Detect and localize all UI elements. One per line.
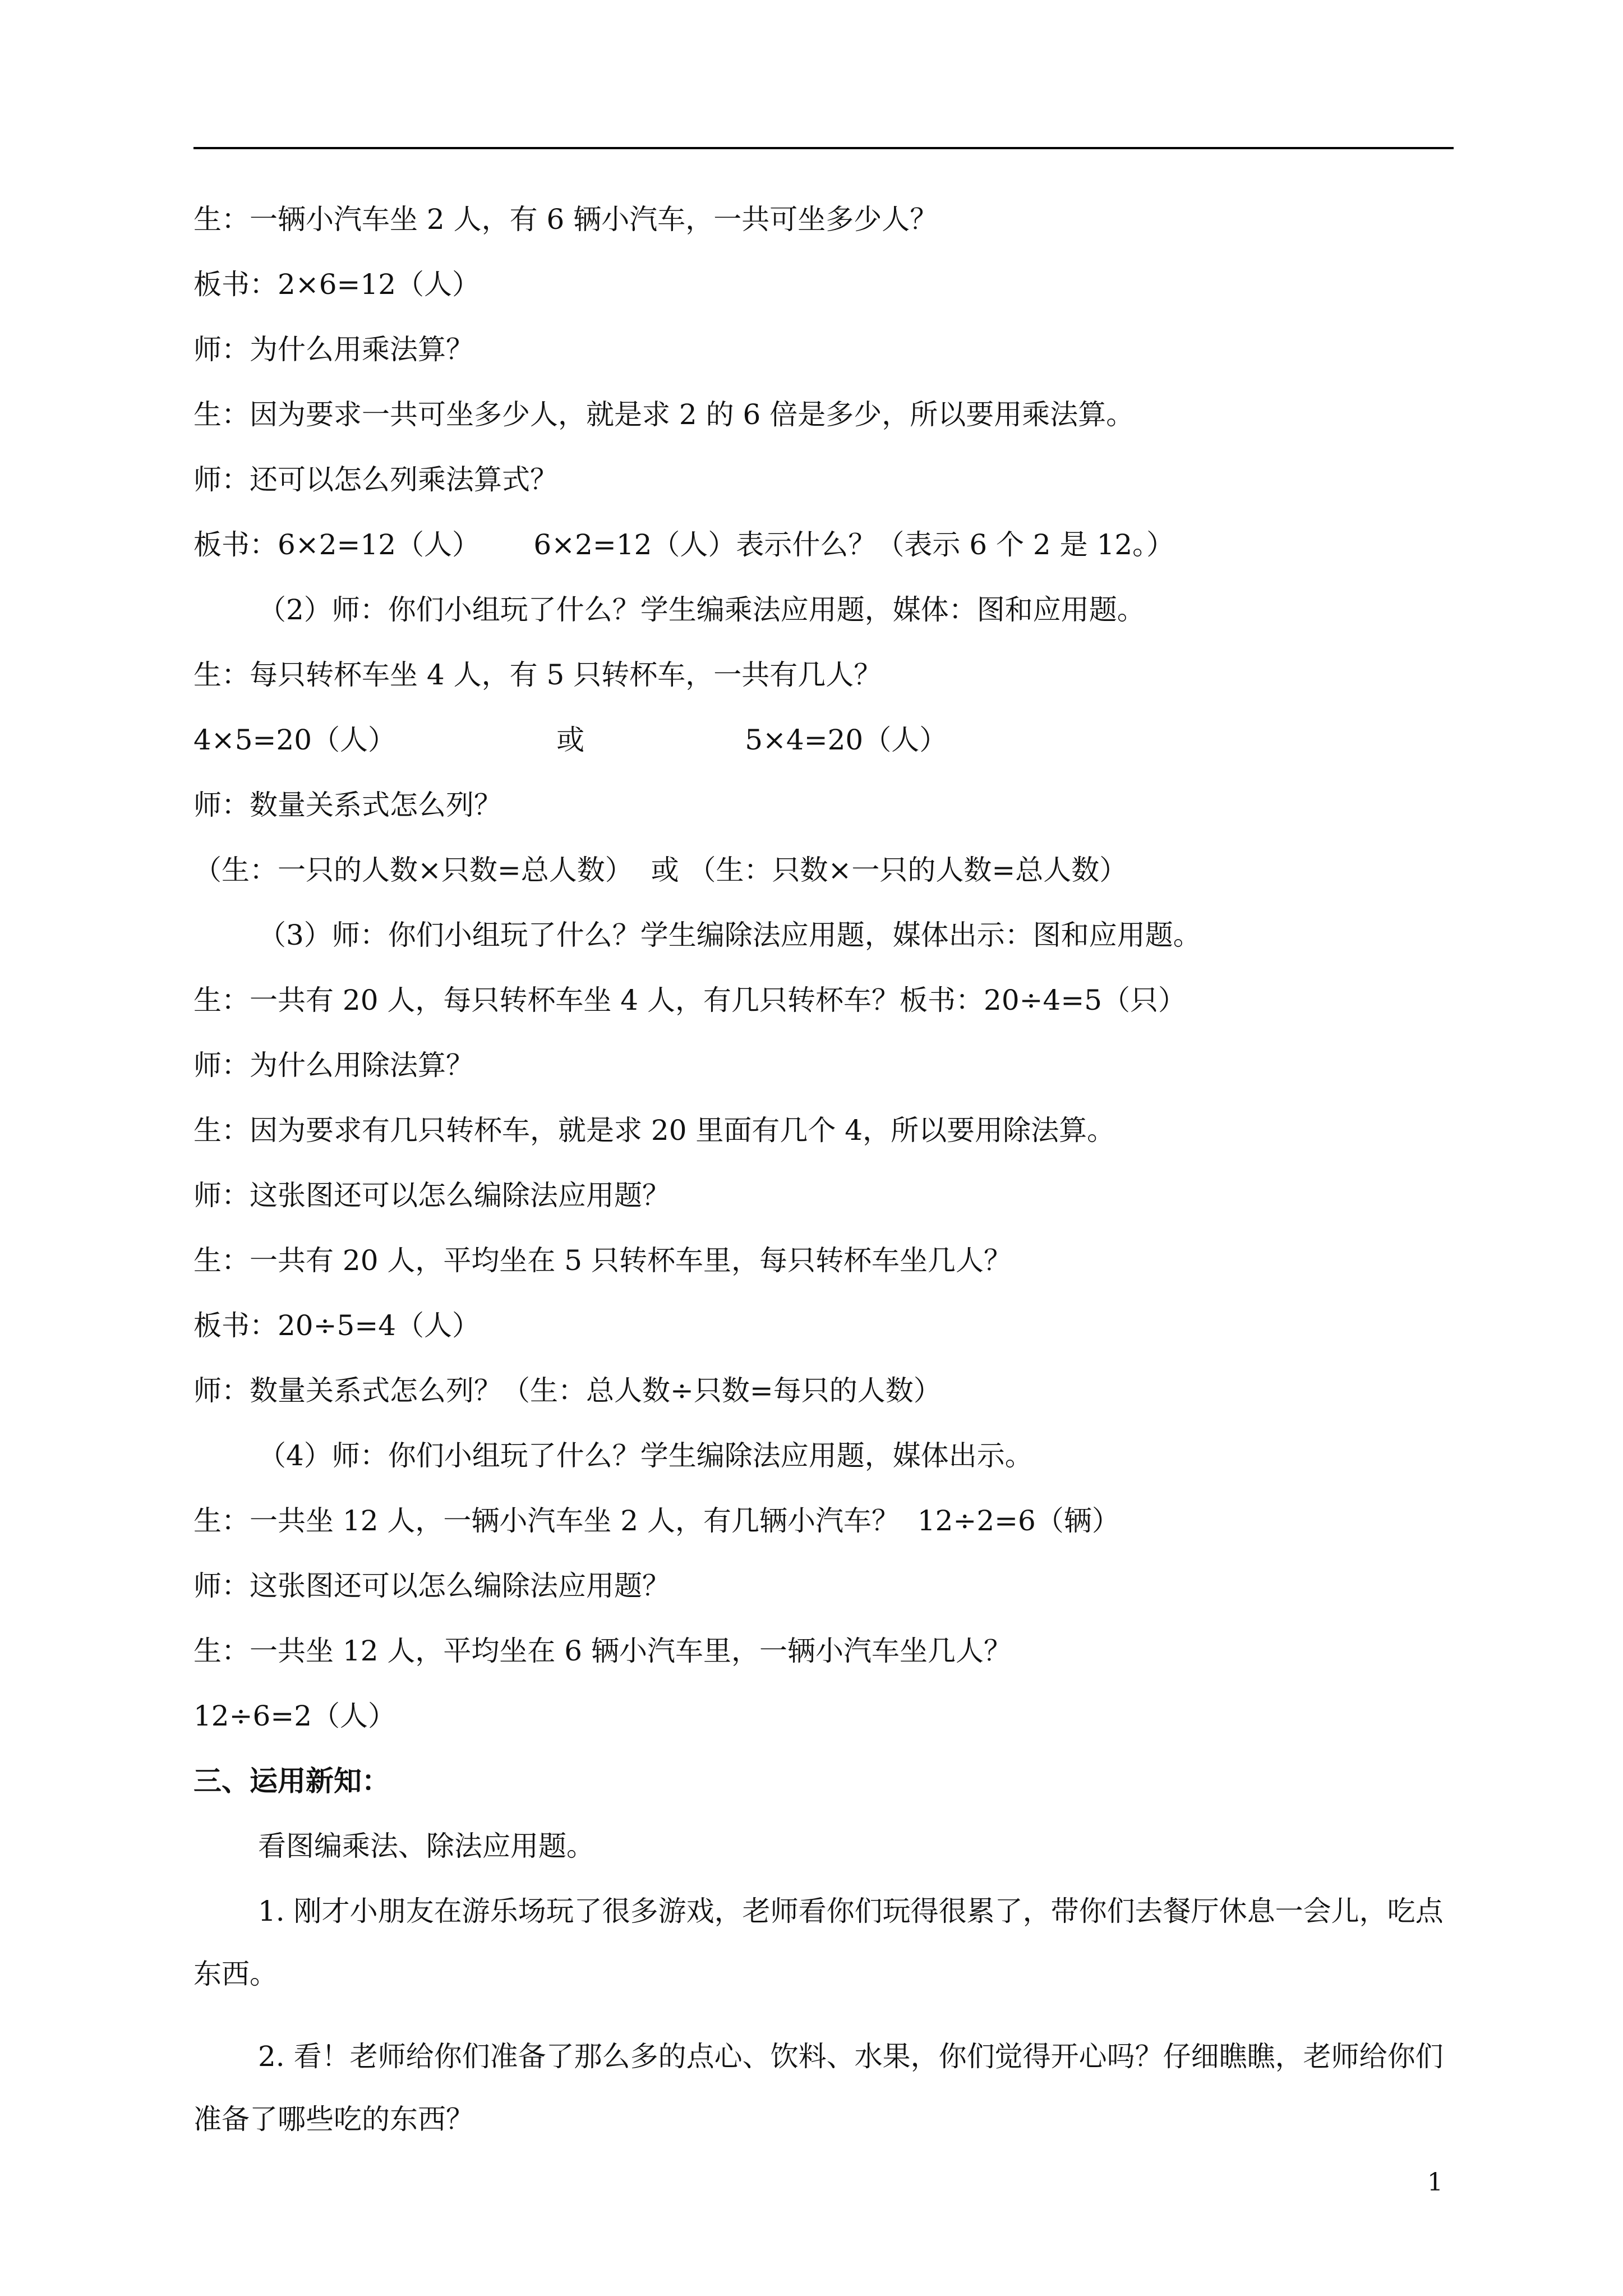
paragraph: 1. 刚才小朋友在游乐场玩了很多游戏，老师看你们玩得很累了，带你们去餐厅休息一会儿，吃点东西。 (193, 1895, 1444, 1990)
paragraph: （3）师：你们小组玩了什么？学生编除法应用题，媒体出示：图和应用题。 (258, 919, 1201, 951)
paragraph: （2）师：你们小组玩了什么？学生编乘法应用题，媒体：图和应用题。 (258, 593, 1145, 626)
paragraph: 12÷6=2（人） (193, 1700, 396, 1732)
section-heading: 三、运用新知： (193, 1764, 390, 1797)
paragraph: 板书：6×2=12（人） 6×2=12（人）表示什么？（表示 6 个 2 是 12。） (193, 528, 1175, 561)
paragraph: 生：因为要求一共可坐多少人，就是求 2 的 6 倍是多少，所以要用乘法算。 (193, 398, 1135, 431)
paragraph: 生：因为要求有几只转杯车，就是求 20 里面有几个 4，所以要用除法算。 (193, 1114, 1115, 1147)
paragraph: 生：每只转杯车坐 4 人，有 5 只转杯车，一共有几人？ (193, 659, 882, 691)
paragraph: 生：一共有 20 人，每只转杯车坐 4 人，有几只转杯车？板书：20÷4=5（只） (193, 984, 1187, 1016)
paragraph: （生：一只的人数×只数=总人数） 或 （生：只数×一只的人数=总人数） (193, 854, 1128, 886)
paragraph: 师：这张图还可以怎么编除法应用题？ (193, 1570, 670, 1602)
paragraph: （4）师：你们小组玩了什么？学生编除法应用题，媒体出示。 (258, 1439, 1033, 1472)
page-number: 1 (1427, 2168, 1443, 2197)
paragraph: 4×5=20（人） 或 5×4=20（人） (193, 724, 948, 756)
paragraph: 2. 看！老师给你们准备了那么多的点心、饮料、水果，你们觉得开心吗？仔细瞧瞧，老师给你们准备了哪些吃的东西？ (193, 2040, 1444, 2136)
paragraph: 师：数量关系式怎么列？（生：总人数÷只数=每只的人数） (193, 1374, 942, 1407)
paragraph: 生：一辆小汽车坐 2 人，有 6 辆小汽车，一共可坐多少人？ (193, 203, 938, 236)
header-rule (193, 147, 1454, 149)
paragraph: 生：一共坐 12 人，平均坐在 6 辆小汽车里，一辆小汽车坐几人？ (193, 1635, 1012, 1667)
paragraph: 生：一共坐 12 人，一辆小汽车坐 2 人，有几辆小汽车？ 12÷2=6（辆） (193, 1504, 1120, 1537)
paragraph: 生：一共有 20 人，平均坐在 5 只转杯车里，每只转杯车坐几人？ (193, 1244, 1012, 1277)
paragraph: 板书：20÷5=4（人） (193, 1309, 481, 1342)
paragraph: 师：数量关系式怎么列？ (193, 789, 502, 821)
paragraph: 师：还可以怎么列乘法算式？ (193, 463, 558, 496)
document-body (193, 202, 1454, 2184)
paragraph: 板书：2×6=12（人） (193, 268, 481, 301)
paragraph: 师：这张图还可以怎么编除法应用题？ (193, 1179, 670, 1212)
paragraph: 师：为什么用乘法算？ (193, 333, 474, 366)
paragraph: 看图编乘法、除法应用题。 (258, 1830, 594, 1862)
paragraph: 师：为什么用除法算？ (193, 1049, 474, 1082)
